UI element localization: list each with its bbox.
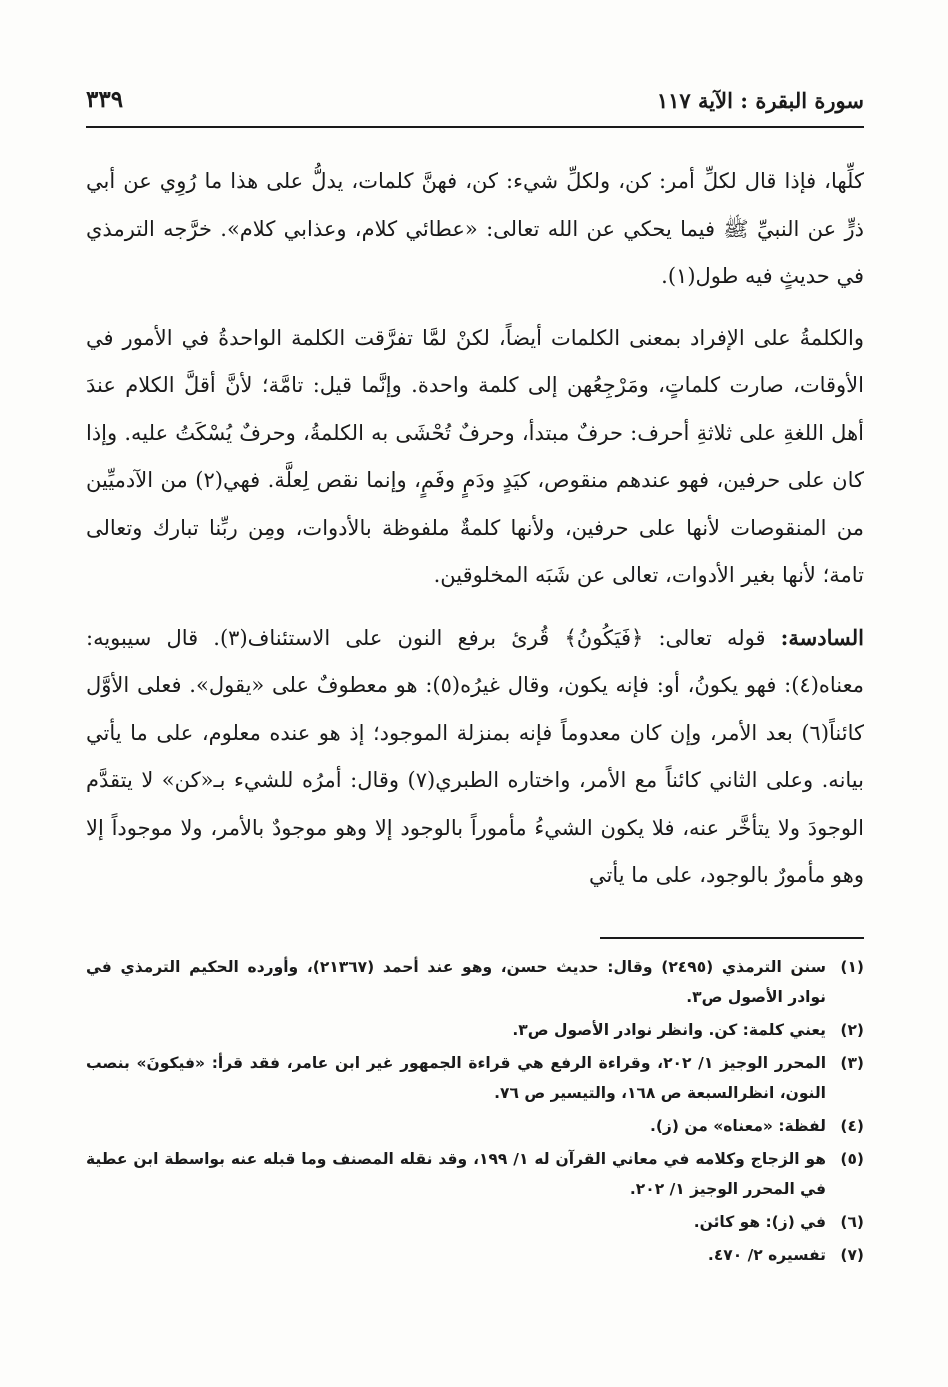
footnotes <box>86 952 864 1273</box>
footnote-number: (٥) <box>840 1150 864 1168</box>
main-text <box>86 158 864 900</box>
footnote-number: (٤) <box>840 1117 864 1135</box>
chapter-verse-title: سورة البقرة : الآية ١١٧ <box>656 88 864 113</box>
footnote-number: (٧) <box>840 1246 864 1264</box>
footnote-item <box>86 1111 864 1141</box>
footnote-item <box>86 1240 864 1270</box>
footnote-item <box>86 952 864 1012</box>
paragraph-1-text: كلِّها، فإذا قال لكلِّ أمر: كن، ولكلِّ شيء: كن، فهنَّ كلمات، يدلُّ على هذا ما رُوِي عن أبي ذرٍّ عن النبيِّ ﷺ فيما يحكي عن الله تعالى: «عطائي كلام، وعذابي كلام». خرَّجه الترمذي في حديثٍ فيه طول(١). <box>86 169 864 288</box>
paragraph-1 <box>86 158 864 301</box>
footnote-text: هو الزجاج وكلامه في معاني القرآن له ١/ ١٩٩، وقد نقله المصنف وما قبله عنه بواسطة ابن عطية في المحرر الوجيز ١/ ٢٠٢. <box>86 1150 827 1198</box>
footnote-text: سنن الترمذي (٢٤٩٥) وقال: حديث حسن، وهو عند أحمد (٢١٣٦٧)، وأورده الحكيم الترمذي في نوادر الأصول ص٣. <box>86 958 826 1006</box>
footnote-divider <box>600 937 864 939</box>
paragraph-2-text: والكلمةُ على الإفراد بمعنى الكلمات أيضاً، لكنْ لمَّا تفرَّقت الكلمة الواحدةُ في الأمور في الأوقات، صارت كلماتٍ، ومَرْجِعُهن إلى كلمة واحدة. وإنَّما قيل: تامَّة؛ لأنَّ أقلَّ الكلام عندَ أهل اللغةِ على ثلاثةِ أحرف: حرفٌ مبتدأ، وحرفٌ تُحْشَى به الكلمةُ، وحرفٌ يُسْكَتُ عليه. وإذا كان على حرفين، فهو عندهم منقوص، كيَدٍ ودَمٍ وفَمٍ، وإنما نقص لِعلَّة. فهي(٢) من الآدميِّين من المنقوصات لأنها على حرفين، ولأنها كلمةٌ ملفوظة بالأدوات، ومِن ربِّنا تبارك وتعالى تامة؛ لأنها بغير الأدوات، تعالى عن شَبَه المخلوقين. <box>86 325 865 587</box>
footnote-text: لفظة: «معناه» من (ز). <box>649 1117 826 1135</box>
footnote-number: (٦) <box>840 1213 864 1231</box>
running-header <box>86 84 864 128</box>
header-divider <box>86 126 864 128</box>
footnote-text: المحرر الوجيز ١/ ٢٠٢، وقراءة الرفع هي قراءة الجمهور غير ابن عامر، فقد قرأ: «فيكونَ» بنصب النون، انظرالسبعة ص ١٦٨، والتيسير ص ٧٦. <box>86 1054 827 1102</box>
footnote-text: في (ز): هو كائن. <box>693 1213 826 1231</box>
footnote-item <box>86 1015 864 1045</box>
footnote-number: (١) <box>840 958 864 976</box>
footnote-text: يعني كلمة: كن. وانظر نوادر الأصول ص٣. <box>512 1021 826 1039</box>
footnote-number: (٢) <box>840 1021 864 1039</box>
footnote-item <box>86 1048 864 1108</box>
footnote-item <box>86 1207 864 1237</box>
footnote-number: (٣) <box>840 1054 864 1072</box>
footnote-text: تفسيره ٢/ ٤٧٠. <box>707 1246 826 1264</box>
paragraph-3-text: قوله تعالى: ﴿فَيَكُونُ﴾ قُرئ برفع النون على الاستئناف(٣). قال سيبويه: معناه(٤): فهو يكونُ، أو: فإنه يكون، وقال غيرُه(٥): هو معطوفٌ على «يقول». فعلى الأوَّل كائناً(٦) بعد الأمر، وإن كان معدوماً فإنه بمنزلة الموجود؛ إذ هو عنده معلوم، على ما يأتي بيانه. وعلى الثاني كائناً مع الأمر، واختاره الطبري(٧) وقال: أمرُه للشيء بـ«كن» لا يتقدَّم الوجودَ ولا يتأخَّر عنه، فلا يكون الشيءُ مأموراً بالوجود إلا وهو موجودٌ بالأمر، ولا موجوداً إلا وهو مأمورٌ بالوجود، على ما يأتي <box>86 625 864 887</box>
page-number: ٣٣٩ <box>86 86 124 113</box>
paragraph-2 <box>86 315 864 600</box>
section-heading-sixth: السادسة: <box>780 624 864 650</box>
paragraph-3 <box>86 614 864 900</box>
footnote-item <box>86 1144 864 1204</box>
